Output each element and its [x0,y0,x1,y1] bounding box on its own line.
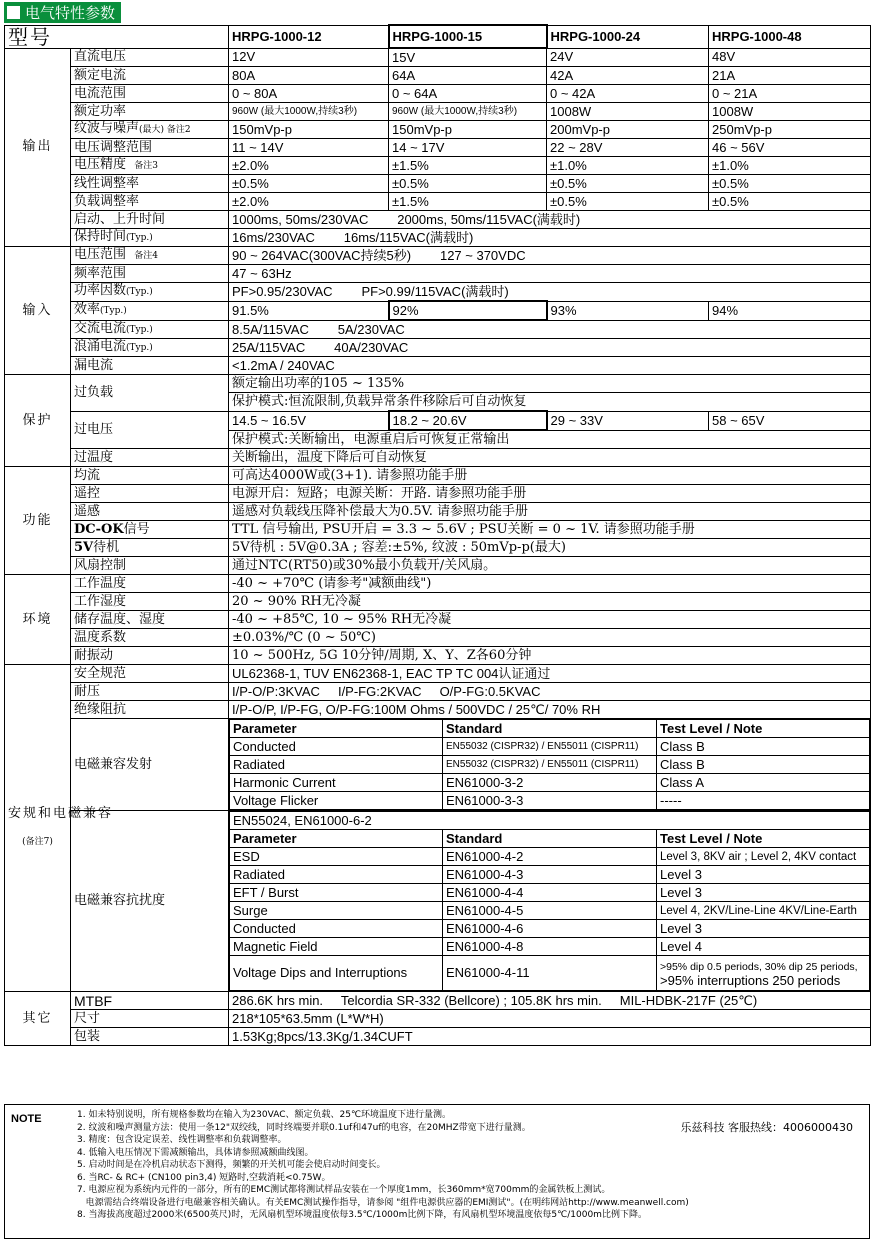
table-cell: EN61000-4-11 [443,956,657,991]
value-cell: 42A [547,67,709,85]
category-output: 输出 [5,48,71,247]
value-cell: 14.5 ~ 16.5V [229,411,389,430]
table-cell: Level 4 [657,938,870,956]
value-cell: 94% [709,301,871,320]
category-note: (备注7) [22,837,53,847]
row-note: (Typ.) [126,324,153,335]
note-item: 3. 精度：包含设定误差、线性调整率和负载调整率。 [77,1135,287,1145]
table-cell: Level 3 [657,866,870,884]
hotline-text: 乐兹科技 客服热线：4006000430 [680,1121,853,1134]
value-cell: PF>0.95/230VAC PF>0.99/115VAC(满载时) [229,283,871,302]
value-cell: I/P-O/P:3KVAC I/P-FG:2KVAC O/P-FG:0.5KVAC [229,683,871,701]
table-row [230,792,870,810]
value-cell: TTL 信号输出, PSU开启 = 3.3 ~ 5.6V ; PSU关断 = 0 ~ 1V. 请参照功能手册 [229,521,871,539]
value-cell: 0 ~ 64A [389,85,547,103]
value-cell: 64A [389,67,547,85]
row-label: MTBF [71,992,229,1010]
value-cell: 可高达4000W或(3+1). 请参照功能手册 [229,467,871,485]
table-cell: EN61000-3-2 [443,774,657,792]
table-cell: Class A [657,774,870,792]
emc-emission-table [229,719,870,810]
table-header: Standard [443,830,657,848]
row-note: (Typ.) [126,287,153,298]
value-cell: 1000ms, 50ms/230VAC 2000ms, 50ms/115VAC(满载时) [229,211,871,229]
table-row [230,866,870,884]
row-label: 遥感 [71,503,229,521]
table-cell: Radiated [230,756,443,774]
value-cell: 电源开启：短路；电源关断：开路. 请参照功能手册 [229,485,871,503]
table-header: Parameter [230,720,443,738]
row-label: 工作温度 [71,575,229,593]
value-cell: 12V [229,48,389,67]
table-row [230,938,870,956]
value-cell: 47 ~ 63Hz [229,265,871,283]
value-cell: 16ms/230VAC 16ms/115VAC(满载时) [229,229,871,247]
value-cell: 286.6K hrs min. Telcordia SR-332 (Bellcore) ; 105.8K hrs min. MIL-HDBK-217F (25℃) [229,992,871,1010]
row-label: 5V待机 [71,539,229,557]
table-cell: Class B [657,756,870,774]
row-label: 保持时间(Typ.) [71,229,229,247]
value-cell: 90 ~ 264VAC(300VAC持续5秒) 127 ~ 370VDC [229,247,871,265]
row-note: (Typ.) [100,306,127,316]
model-cell: HRPG-1000-15 [389,25,547,48]
table-cell: EN61000-4-2 [443,848,657,866]
value-cell: ±0.5% [709,175,871,193]
row-label: DC-OK信号 [71,521,229,539]
value-cell: 1008W [709,103,871,121]
table-cell: ESD [230,848,443,866]
value-cell: 1008W [547,103,709,121]
table-cell: EN61000-4-5 [443,902,657,920]
table-cell: EN55024, EN61000-6-2 [230,812,870,830]
value-cell: 960W (最大1000W,持续3秒) [229,103,389,121]
table-row [230,884,870,902]
table-cell: Voltage Dips and Interruptions [230,956,443,991]
table-header: Test Level / Note [657,720,870,738]
row-label: 电磁兼容发射 [71,719,229,811]
value-cell: 1.53Kg;8pcs/13.3Kg/1.34CUFT [229,1028,871,1046]
row-label: 负载调整率 [71,193,229,211]
value-cell: 18.2 ~ 20.6V [389,411,547,430]
value-cell: 21A [709,67,871,85]
category-safety-emc: 安规和电磁兼容 (备注7) [5,665,71,992]
value-cell: 额定输出功率的105 ~ 135% [229,375,871,393]
table-row [230,920,870,938]
table-row [230,756,870,774]
category-other: 其它 [5,992,71,1046]
value-cell: 遥感对负载线压降补偿最大为0.5V. 请参照功能手册 [229,503,871,521]
value-cell: 8.5A/115VAC 5A/230VAC [229,320,871,339]
table-cell: Voltage Flicker [230,792,443,810]
row-label: 功率因数(Typ.) [71,283,229,302]
note-item: 7. 电源应视为系统内元件的一部分，所有的EMC测试都将测试样品安装在一个厚度1mm，长360mm*宽700mm的金属铁板上测试。 [77,1185,611,1195]
value-cell: 22 ~ 28V [547,139,709,157]
value-cell: ±0.5% [389,175,547,193]
row-note: (Typ.) [126,233,153,243]
value-cell: 200mVp-p [547,121,709,139]
row-label: 工作湿度 [71,593,229,611]
table-cell: EN55032 (CISPR32) / EN55011 (CISPR11) [443,756,657,774]
value-cell: 250mVp-p [709,121,871,139]
row-label: 电压精度 备注3 [71,157,229,175]
table-cell: Radiated [230,866,443,884]
note-item: 6. 当RC- & RC+ (CN100 pin3,4) 短路时,空载消耗<0.75W。 [77,1172,331,1183]
value-cell: ±1.0% [547,157,709,175]
table-cell: Conducted [230,920,443,938]
table-cell: Conducted [230,738,443,756]
row-label: 电压范围 备注4 [71,247,229,265]
value-cell: 218*105*63.5mm (L*W*H) [229,1010,871,1028]
value-cell: 80A [229,67,389,85]
value-cell: ±1.5% [389,193,547,211]
value-cell: 14 ~ 17V [389,139,547,157]
value-cell: I/P-O/P, I/P-FG, O/P-FG:100M Ohms / 500VDC / 25℃/ 70% RH [229,701,871,719]
row-label: 过电压 [71,411,229,449]
note-item: 5. 启动时间是在冷机启动状态下测得，频繁的开关机可能会使启动时间变长。 [77,1160,386,1170]
table-cell: Harmonic Current [230,774,443,792]
category-environment: 环境 [5,575,71,665]
row-label: 遥控 [71,485,229,503]
row-label: 纹波与噪声(最大) 备注2 [71,121,229,139]
value-cell: ±0.5% [709,193,871,211]
table-cell: Class B [657,738,870,756]
notes-list [77,1109,689,1222]
emc-emission-cell [229,719,871,811]
note-item: 1. 如未特别说明，所有规格参数均在输入为230VAC、额定负载、25℃环境温度下进行量测。 [77,1110,452,1120]
row-note: 备注3 [134,161,159,171]
notes-section [4,1104,870,1239]
row-label: 电磁兼容抗扰度 [71,811,229,992]
value-cell: 58 ~ 65V [709,411,871,430]
row-label: 浪涌电流(Typ.) [71,339,229,357]
table-row [230,902,870,920]
table-header: Parameter [230,830,443,848]
table-row [230,774,870,792]
row-label: 储存温度、湿度 [71,611,229,629]
row-label: 启动、上升时间 [71,211,229,229]
table-row [230,738,870,756]
row-label: 效率(Typ.) [71,301,229,320]
value-cell: -40 ~ +85℃, 10 ~ 95% RH无冷凝 [229,611,871,629]
value-cell: 150mVp-p [389,121,547,139]
table-cell: EN61000-3-3 [443,792,657,810]
row-label: 线性调整率 [71,175,229,193]
row-label: 额定电流 [71,67,229,85]
row-label: 尺寸 [71,1010,229,1028]
model-cell: HRPG-1000-48 [709,25,871,48]
value-cell: 通过NTC(RT50)或30%最小负载开/关风扇。 [229,557,871,575]
value-cell: 0 ~ 42A [547,85,709,103]
row-label: 绝缘阻抗 [71,701,229,719]
value-cell: ±1.5% [389,157,547,175]
value-cell: 11 ~ 14V [229,139,389,157]
table-cell: EN61000-4-3 [443,866,657,884]
row-label: 电流范围 [71,85,229,103]
emc-immunity-cell [229,811,871,992]
value-cell: 关断输出，温度下降后可自动恢复 [229,449,871,467]
header-title: 电气特性参数 [25,4,116,22]
spec-table [4,24,871,1046]
header-square-icon [7,6,20,19]
row-label: 电压调整范围 [71,139,229,157]
row-label: 额定功率 [71,103,229,121]
value-cell: ±0.03%/℃ (0 ~ 50℃) [229,629,871,647]
value-cell: ±2.0% [229,157,389,175]
row-label: 包装 [71,1028,229,1046]
note-item: 8. 当海拔高度超过2000米(6500英尺)时，无风扇机型环境温度依每3.5℃/1000m比例下降，有风扇机型环境温度依每5℃/1000m比例下降。 [77,1210,647,1220]
note-item: 电源需结合终端设备进行电磁兼容相关确认。有关EMC测试操作指导，请参阅 "组件电源供应器的EMI测试"。(在明纬网站http://www.meanwell.com) [77,1197,689,1208]
note-item: 4. 低输入电压情况下需减额输出，具体请参照减额曲线图。 [77,1147,314,1158]
model-cell: HRPG-1000-24 [547,25,709,48]
row-label: 漏电流 [71,357,229,375]
table-row [230,848,870,866]
value-cell: 10 ~ 500Hz, 5G 10分钟/周期, X、Y、Z各60分钟 [229,647,871,665]
table-cell: Surge [230,902,443,920]
table-cell: Level 3, 8KV air ; Level 2, 4KV contact [657,848,870,866]
value-cell: <1.2mA / 240VAC [229,357,871,375]
value-cell: 20 ~ 90% RH无冷凝 [229,593,871,611]
table-cell: EFT / Burst [230,884,443,902]
value-cell: 5V待机 : 5V@0.3A ; 容差:±5%, 纹波 : 50mVp-p(最大) [229,539,871,557]
table-cell: Level 3 [657,884,870,902]
value-cell: ±2.0% [229,193,389,211]
value-cell: 91.5% [229,301,389,320]
category-protection: 保护 [5,375,71,467]
table-cell: EN61000-4-8 [443,938,657,956]
row-label: 安全规范 [71,665,229,683]
value-cell: ±0.5% [547,193,709,211]
value-cell: ±1.0% [709,157,871,175]
table-cell: EN61000-4-6 [443,920,657,938]
value-cell: 92% [389,301,547,320]
value-cell: -40 ~ +70℃ (请参考"减额曲线") [229,575,871,593]
value-cell: ±0.5% [547,175,709,193]
row-label: 风扇控制 [71,557,229,575]
table-cell: EN55032 (CISPR32) / EN55011 (CISPR11) [443,738,657,756]
note-item: 2. 纹波和噪声测量方法：使用一条12"双绞线，同时终端要并联0.1uf和47uf的电容，在20MHZ带宽下进行量测。 [77,1122,531,1133]
value-cell: 960W (最大1000W,持续3秒) [389,103,547,121]
value-cell: 保护模式:恒流限制,负载异常条件移除后可自动恢复 [229,393,871,412]
row-label: 交流电流(Typ.) [71,320,229,339]
table-cell: Level 3 [657,920,870,938]
row-label: 温度系数 [71,629,229,647]
category-function: 功能 [5,467,71,575]
model-label: 型号 [5,25,229,48]
emc-immunity-table [229,811,870,991]
model-cell: HRPG-1000-12 [229,25,389,48]
value-cell: 48V [709,48,871,67]
row-label: 频率范围 [71,265,229,283]
notes-label: NOTE [11,1113,42,1125]
table-cell: Level 4, 2KV/Line-Line 4KV/Line-Earth [657,902,870,920]
table-header: Standard [443,720,657,738]
row-label: 直流电压 [71,48,229,67]
category-input: 输入 [5,247,71,375]
table-cell: >95% dip 0.5 periods, 30% dip 25 periods, >95% interruptions 250 periods [657,956,870,991]
row-note: (最大) 备注2 [139,125,191,135]
value-cell: 0 ~ 21A [709,85,871,103]
table-row [230,956,870,991]
row-label: 过温度 [71,449,229,467]
value-cell: 25A/115VAC 40A/230VAC [229,339,871,357]
row-label: 耐振动 [71,647,229,665]
section-header [4,2,121,23]
row-label: 过负载 [71,375,229,412]
table-cell: Magnetic Field [230,938,443,956]
value-cell: 保护模式:关断输出，电源重启后可恢复正常输出 [229,430,871,449]
value-cell: 0 ~ 80A [229,85,389,103]
value-cell: ±0.5% [229,175,389,193]
value-cell: 15V [389,48,547,67]
table-cell: EN61000-4-4 [443,884,657,902]
value-cell: 93% [547,301,709,320]
value-cell: 29 ~ 33V [547,411,709,430]
row-label: 耐压 [71,683,229,701]
row-label: 均流 [71,467,229,485]
value-cell: 46 ~ 56V [709,139,871,157]
value-cell: UL62368-1, TUV EN62368-1, EAC TP TC 004认证通过 [229,665,871,683]
table-cell: ----- [657,792,870,810]
row-note: 备注4 [134,251,159,261]
table-header: Test Level / Note [657,830,870,848]
value-cell: 24V [547,48,709,67]
value-cell: 150mVp-p [229,121,389,139]
row-note: (Typ.) [126,343,153,353]
